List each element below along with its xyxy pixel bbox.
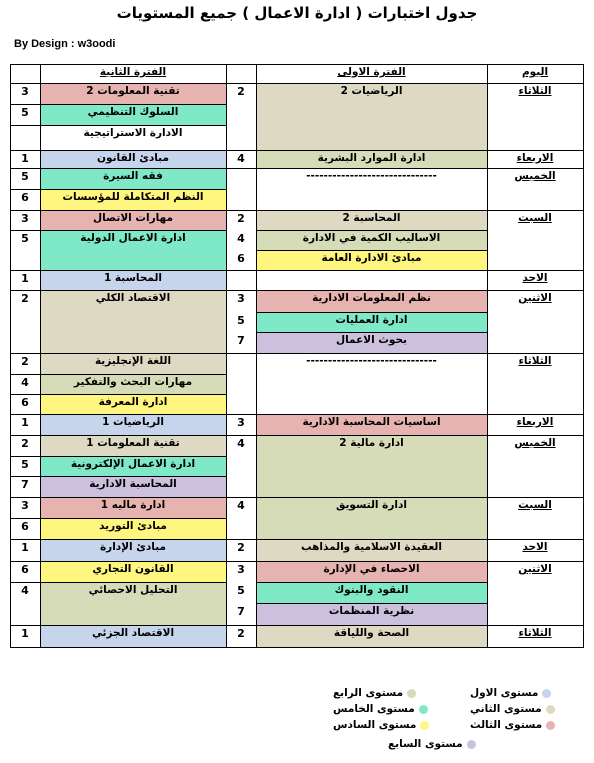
period1-subject [256,270,487,290]
grid-line [10,210,40,211]
period2-level [10,125,40,150]
period2-level: 2 [21,437,29,450]
period1-subject: الصحة واللياقة [256,625,487,647]
period2-subject: المحاسبة الادارية [40,476,226,497]
period2-subject: ادارة ماليه 1 [40,497,226,518]
period1-level: 5 [237,314,245,327]
grid-line [226,435,256,436]
period1-level [226,168,256,210]
legend-label: مستوى الخامس [333,703,415,715]
grid-line [226,270,256,271]
grid-line [256,332,487,333]
grid-line [10,230,40,231]
grid-line [40,168,226,169]
grid-line [487,497,583,498]
grid-line [226,625,256,626]
period1-level: 4 [237,152,245,165]
day-label: السبت [518,499,552,511]
period2-subject: الادارة الاستراتيجية [40,125,226,150]
grid-line [10,83,583,84]
grid-line [40,561,226,562]
day-label: السبت [518,212,552,224]
period2-subject: السلوك التنظيمي [40,104,226,125]
grid-line [10,64,583,65]
grid-line [256,603,487,604]
grid-line [10,353,40,354]
grid-line [256,497,487,498]
grid-line [10,456,40,457]
day-label: الخميس [514,437,556,449]
period1-subject: نظم المعلومات الادارية [256,290,487,312]
period1-level: 3 [237,416,245,429]
period2-level: 1 [21,541,29,554]
grid-line [226,290,256,291]
period2-subject: مهارات البحث والتفكير [40,374,226,394]
period2-subject: ادارة الاعمال الدولية [40,230,226,270]
grid-line [583,64,584,648]
grid-line [256,150,487,151]
period2-subject: النظم المتكاملة للمؤسسات [40,189,226,210]
period2-subject: الاقتصاد الجزئي [40,625,226,647]
period2-subject: القانون التجاري [40,561,226,582]
grid-line [487,168,583,169]
day-label: الثلاثاء [518,85,552,97]
grid-line [256,290,487,291]
day-label: الاحد [522,541,548,553]
grid-line [10,625,40,626]
period1-level [226,353,256,414]
period1-level: 2 [237,627,245,640]
period1-subject: الرياضيات 2 [256,83,487,150]
grid-line [40,374,226,375]
grid-line [10,518,40,519]
grid-line [226,561,256,562]
grid-line [487,561,583,562]
grid-line [10,435,40,436]
period1-level: 2 [237,212,245,225]
grid-line [10,64,11,648]
legend-label: مستوى الثاني [470,703,542,715]
period2-level: 1 [21,272,29,285]
grid-line [40,64,41,648]
grid-line [487,435,583,436]
grid-line [40,518,226,519]
grid-line [40,476,226,477]
grid-line [10,414,40,415]
period2-subject: مبادئ القانون [40,150,226,168]
period2-level: 2 [21,292,29,305]
day-label: الاثنين [518,292,552,304]
period1-subject: ------------------------------ [256,168,487,210]
grid-line [10,539,40,540]
grid-line [487,539,583,540]
grid-line [226,150,256,151]
grid-line [40,290,226,291]
grid-line [10,290,40,291]
grid-line [40,625,226,626]
legend-label: مستوى السابع [388,738,463,750]
period2-subject: الاقتصاد الكلي [40,290,226,353]
grid-line [487,353,583,354]
period2-subject: ادارة المعرفة [40,394,226,414]
period1-subject: الاساليب الكمية في الادارة [256,230,487,250]
period2-level: 6 [21,563,29,576]
grid-line [256,230,487,231]
period2-subject: ادارة الاعمال الإلكترونية [40,456,226,476]
period2-subject: تقنية المعلومات 1 [40,435,226,456]
grid-line [40,539,226,540]
grid-line [40,189,226,190]
grid-line [40,435,226,436]
grid-line [10,497,40,498]
grid-line [40,582,226,583]
period1-level: 5 [237,584,245,597]
grid-line [256,625,487,626]
day-label: الاثنين [518,563,552,575]
period2-level: 5 [21,106,29,119]
grid-line [256,435,487,436]
period2-subject: تقنية المعلومات 2 [40,83,226,104]
grid-line [226,353,256,354]
period2-subject: مبادئ الإدارة [40,539,226,561]
period2-level: 3 [21,212,29,225]
grid-line [256,582,487,583]
grid-line [226,64,227,648]
period2-subject: المحاسبة 1 [40,270,226,290]
legend-label: مستوى الاول [470,687,539,699]
period2-level: 6 [21,520,29,533]
grid-line [10,168,40,169]
grid-line [256,270,487,271]
period1-subject: ادارة العمليات [256,312,487,332]
grid-line [10,270,40,271]
period2-level: 4 [21,584,29,597]
period1-subject: مبادئ الادارة العامة [256,250,487,270]
period1-level: 4 [237,437,245,450]
period1-level [226,270,256,290]
period2-subject: التحليل الاحصائي [40,582,226,625]
header-period1: الفترة الاولى [337,66,406,78]
grid-line [10,374,40,375]
grid-line [256,210,487,211]
grid-line [256,539,487,540]
period1-level: 3 [237,292,245,305]
period1-subject: المحاسبة 2 [256,210,487,230]
period2-level: 7 [21,478,29,491]
day-label: الخميس [514,170,556,182]
period2-level: 4 [21,376,29,389]
grid-line [487,290,583,291]
period1-level: 7 [237,334,245,347]
period1-subject: ادارة مالية 2 [256,435,487,497]
grid-line [226,497,256,498]
period2-level: 5 [21,170,29,183]
period2-level: 5 [21,232,29,245]
grid-line [40,394,226,395]
day-label: الاربعاء [516,416,554,428]
period1-level: 3 [237,563,245,576]
period1-level: 4 [237,232,245,245]
period1-subject: ------------------------------ [256,353,487,414]
period1-subject: النقود والبنوك [256,582,487,603]
period2-subject: مهارات الاتصال [40,210,226,230]
design-credit: By Design : w3oodi [14,38,116,50]
grid-line [226,168,256,169]
period2-level: 3 [21,499,29,512]
day-label: الثلاثاء [518,627,552,639]
period1-level: 2 [237,541,245,554]
period1-subject: بحوث الاعمال [256,332,487,353]
day-label: الاحد [522,272,548,284]
period2-level: 6 [21,396,29,409]
period2-subject: الرياضيات 1 [40,414,226,435]
grid-line [10,189,40,190]
period1-subject: نظرية المنظمات [256,603,487,625]
day-label: الاربعاء [516,152,554,164]
grid-line [40,456,226,457]
grid-line [10,150,40,151]
grid-line [487,150,583,151]
grid-line [40,125,226,126]
period2-level: 1 [21,152,29,165]
header-day: اليوم [521,66,549,78]
grid-line [226,539,256,540]
grid-line [256,561,487,562]
period1-level: 6 [237,252,245,265]
grid-line [226,210,256,211]
period1-level: 7 [237,605,245,618]
period1-subject: العقيدة الاسلامية والمذاهب [256,539,487,561]
grid-line [256,414,487,415]
grid-line [10,582,40,583]
grid-line [10,125,40,126]
grid-line [10,561,40,562]
grid-line [40,230,226,231]
grid-line [487,625,583,626]
grid-line [256,168,487,169]
period2-subject: فقه السيرة [40,168,226,189]
period1-level: 2 [237,85,245,98]
grid-line [10,647,583,648]
period1-subject: ادارة الموارد البشرية [256,150,487,168]
period2-subject: مبادئ التوريد [40,518,226,539]
grid-line [10,104,40,105]
grid-line [40,270,226,271]
period2-level: 2 [21,355,29,368]
page-title: جدول اختبارات ( ادارة الاعمال ) جميع المستويات [116,4,478,22]
period2-level: 3 [21,85,29,98]
grid-line [40,210,226,211]
period1-subject: ادارة التسويق [256,497,487,539]
period2-subject: اللغة الإنجليزية [40,353,226,374]
legend-label: مستوى السادس [333,719,417,731]
grid-line [40,104,226,105]
period2-level: 5 [21,458,29,471]
period1-subject: الاحصاء في الإدارة [256,561,487,582]
grid-line [487,210,583,211]
legend-label: مستوى الرابع [333,687,404,699]
grid-line [256,64,257,648]
grid-line [40,353,226,354]
grid-line [40,150,226,151]
period2-level: 6 [21,191,29,204]
period2-level: 1 [21,627,29,640]
header-period2: الفترة الثانية [99,66,167,78]
grid-line [487,414,583,415]
grid-line [256,250,487,251]
period2-level: 1 [21,416,29,429]
grid-line [40,414,226,415]
grid-line [487,64,488,648]
period1-level: 4 [237,499,245,512]
legend-label: مستوى الثالث [470,719,543,731]
grid-line [10,394,40,395]
period1-subject: اساسيات المحاسبة الادارية [256,414,487,435]
grid-line [40,497,226,498]
grid-line [487,270,583,271]
day-label: الثلاثاء [518,355,552,367]
grid-line [256,353,487,354]
grid-line [256,312,487,313]
grid-line [226,414,256,415]
grid-line [10,476,40,477]
